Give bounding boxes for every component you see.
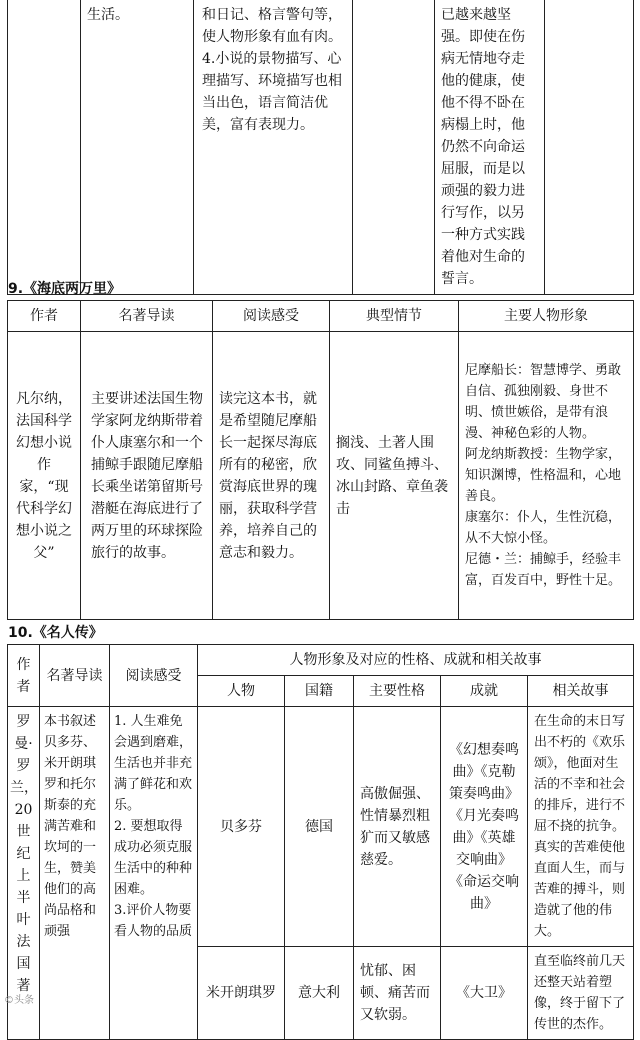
s10-header-guide: 名著导读 bbox=[40, 645, 110, 707]
section10-title: 10.《名人传》 bbox=[8, 625, 103, 641]
section9-title: 9.《海底两万里》 bbox=[8, 281, 122, 297]
s10-guide: 本书叙述贝多芬、米开朗琪罗和托尔斯泰的充满苦难和坎坷的一生，赞美他们的高尚品格和顽强 bbox=[40, 707, 110, 1040]
watermark: ©头条 bbox=[4, 995, 34, 1006]
s9-author: 凡尔纳，法国科学幻想小说作家，“现代科学幻想小说之父” bbox=[8, 332, 81, 620]
s10-header-person: 人物 bbox=[198, 676, 285, 707]
s9-feeling: 读完这本书，就是希望随尼摩船长一起探尽海底所有的秘密，欣赏海底世界的瑰丽，获取科学营养，培养自己的意志和毅力。 bbox=[213, 332, 330, 620]
s10-row1-achievement: 《幻想奏鸣曲》《克勒策奏鸣曲》《月光奏鸣曲》《英雄交响曲》《命运交响曲》 bbox=[441, 707, 528, 947]
s10-header-nationality: 国籍 bbox=[285, 676, 354, 707]
s10-author: 罗曼·罗兰，20世纪上半叶法国著 bbox=[8, 707, 40, 1040]
s10-row2-nationality: 意大利 bbox=[285, 947, 354, 1040]
s10-row1-story: 在生命的末日写出不朽的《欢乐颂》，他面对生活的不幸和社会的排斥，进行不屈不挠的抗争。真实的苦难使他直面人生，而与苦难的搏斗，则造就了他的伟大。 bbox=[528, 707, 634, 947]
s9-guide: 主要讲述法国生物学家阿龙纳斯带着仆人康塞尔和一个捕鲸手跟随尼摩船长乘坐诺第留斯号潜艇在海底进行了两万里的环球探险旅行的故事。 bbox=[81, 332, 213, 620]
s9-header-characters: 主要人物形象 bbox=[459, 301, 634, 332]
s10-row2-achievement: 《大卫》 bbox=[441, 947, 528, 1040]
continued-cell-author bbox=[8, 0, 81, 295]
continued-cell-guide: 生活。 bbox=[81, 0, 194, 295]
s9-characters: 尼摩船长：智慧博学、勇敢自信、孤独刚毅、身世不明、愤世嫉俗，是带有浪漫、神秘色彩的人物。 阿龙纳斯教授：生物学家，知识渊博，性格温和，心地善良。 康塞尔：仆人，生性沉稳，从不大惊小怪。 尼德・兰：捕鲸手，经验丰富，百发百中，野性十足。 bbox=[459, 332, 634, 620]
continued-cell-feeling: 和日记、格言警句等，使人物形象有血有肉。 4.小说的景物描写、心理描写、环境描写也相当出色，语言简洁优美，富有表现力。 bbox=[194, 0, 353, 295]
section9-table bbox=[7, 300, 633, 620]
s9-header-plot: 典型情节 bbox=[330, 301, 459, 332]
s9-header-guide: 名著导读 bbox=[81, 301, 213, 332]
s10-row2-person: 米开朗琪罗 bbox=[198, 947, 285, 1040]
s10-header-personality: 主要性格 bbox=[354, 676, 441, 707]
s10-header-feeling: 阅读感受 bbox=[110, 645, 198, 707]
s10-row1-nationality: 德国 bbox=[285, 707, 354, 947]
s10-row2-personality: 忧郁、困顿、痛苦而又软弱。 bbox=[354, 947, 441, 1040]
s9-header-author: 作者 bbox=[8, 301, 81, 332]
s10-header-group: 人物形象及对应的性格、成就和相关故事 bbox=[198, 645, 634, 676]
continued-table bbox=[7, 0, 633, 287]
continued-cell-empty bbox=[545, 0, 634, 295]
s10-row1-personality: 高傲倔强、性情暴烈粗犷而又敏感慈爱。 bbox=[354, 707, 441, 947]
s9-plot: 搁浅、土著人围攻、同鲨鱼搏斗、冰山封路、章鱼袭击 bbox=[330, 332, 459, 620]
s10-feeling: 1. 人生难免会遇到磨难，生活也并非充满了鲜花和欢乐。 2. 要想取得成功必须克服生活中的种种困难。 3.评价人物要看人物的品质 bbox=[110, 707, 198, 1040]
s10-row1-person: 贝多芬 bbox=[198, 707, 285, 947]
s9-header-feeling: 阅读感受 bbox=[213, 301, 330, 332]
s10-header-achievement: 成就 bbox=[441, 676, 528, 707]
s10-header-author: 作者 bbox=[8, 645, 40, 707]
continued-cell-characters: 已越来越坚强。即使在伤病无情地夺走他的健康，使他不得不卧在病榻上时，他仍然不向命运屈服，而是以顽强的毅力进行写作，以另一种方式实践着他对生命的誓言。 bbox=[435, 0, 545, 295]
s10-row2-story: 直至临终前几天还整天站着塑像，终于留下了传世的杰作。 bbox=[528, 947, 634, 1040]
s10-header-story: 相关故事 bbox=[528, 676, 634, 707]
continued-cell-plot bbox=[353, 0, 435, 295]
section10-table bbox=[7, 644, 633, 1032]
